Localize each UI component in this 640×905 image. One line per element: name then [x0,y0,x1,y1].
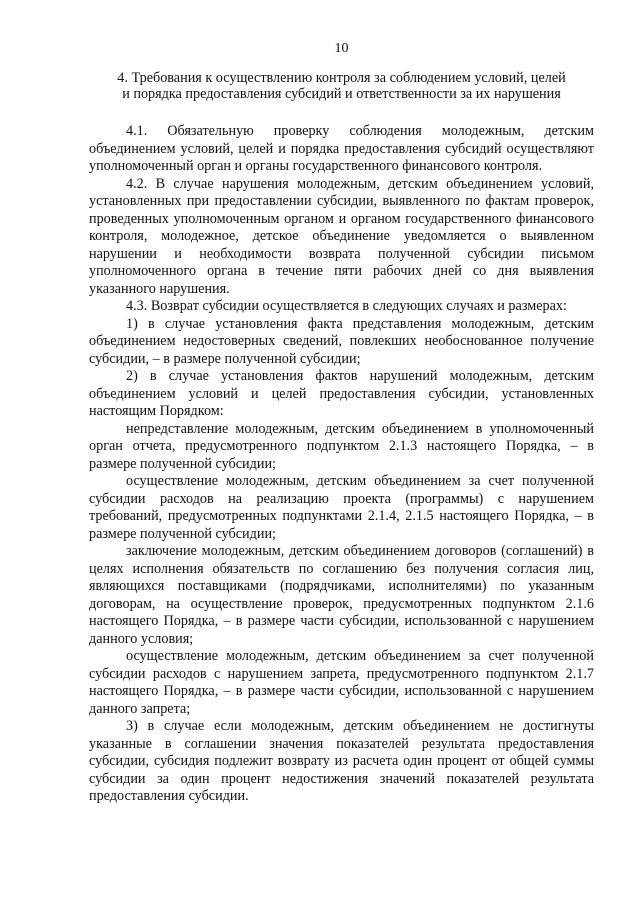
sub-item-report: непредставление молодежным, детским объединением в уполномоченный орган отчета, предусмотренного подпунктом 2.1.3 настоящего Порядка, – в размере полученной субсидии; [89,420,594,472]
list-item-1: 1) в случае установления факта представления молодежным, детским объединением недостоверных сведений, повлекших необоснованное получение субсидии, – в размере полученной субсидии; [89,315,594,367]
page-number: 10 [334,41,349,56]
section-heading [89,70,594,102]
document-body [89,123,594,806]
section-heading-line-2: и порядка предоставления субсидий и ответственности за их нарушения [122,86,561,102]
sub-item-contracts: заключение молодежным, детским объединением договоров (соглашений) в целях исполнения обязательств по соглашению без получения согласия лиц, являющихся поставщиками (подрядчиками, исполнителями) по указанным договорам, на осуществление проверок, предусмотренных подпунктом 2.1.6 настоящего Порядка, – в размере части субсидии, использованной с нарушением данного условия; [89,543,594,647]
list-item-3: 3) в случае если молодежным, детским объединением не достигнуты указанные в соглашении значения показателей результата предоставления субсидии, субсидия подлежит возврату из расчета один процент от общей суммы субсидии за один процент недостижения значений показателей результата предоставления субсидии. [89,718,594,804]
paragraph-4-2: 4.2. В случае нарушения молодежным, детским объединением условий, установленных при предоставлении субсидии, выявленного по фактам проверок, проведенных уполномоченным органом и органом государственного финансового контроля, молодежное, детское объединение уведомляется о выявленном нарушении и необходимости возврата полученной субсидии письмом уполномоченного органа в течение пяти рабочих дней со дня выявления указанного нарушения. [89,175,594,297]
list-item-2: 2) в случае установления фактов нарушений молодежным, детским объединением условий и целей предоставления субсидии, установленных настоящим Порядком: [89,368,594,419]
sub-item-prohibition: осуществление молодежным, детским объединением за счет полученной субсидии расходов с нарушением запрета, предусмотренного подпунктом 2.1.7 настоящего Порядка, – в размере части субсидии, использованной с нарушением данного запрета; [89,648,594,717]
paragraph-4-3: 4.3. Возврат субсидии осуществляется в следующих случаях и размерах: [126,298,567,314]
section-heading-line-1: 4. Требования к осуществлению контроля за соблюдением условий, целей [117,70,566,86]
paragraph-4-1: 4.1. Обязательную проверку соблюдения молодежным, детским объединением условий, целей и порядка предоставления субсидий осуществляют уполномоченный орган и органы государственного финансового контроля. [89,123,594,174]
sub-item-expenses: осуществление молодежным, детским объединением за счет полученной субсидии расходов на реализацию проекта (программы) с нарушением требований, предусмотренных подпунктами 2.1.4, 2.1.5 настоящего Порядка, – в размере полученной субсидии; [89,473,594,542]
